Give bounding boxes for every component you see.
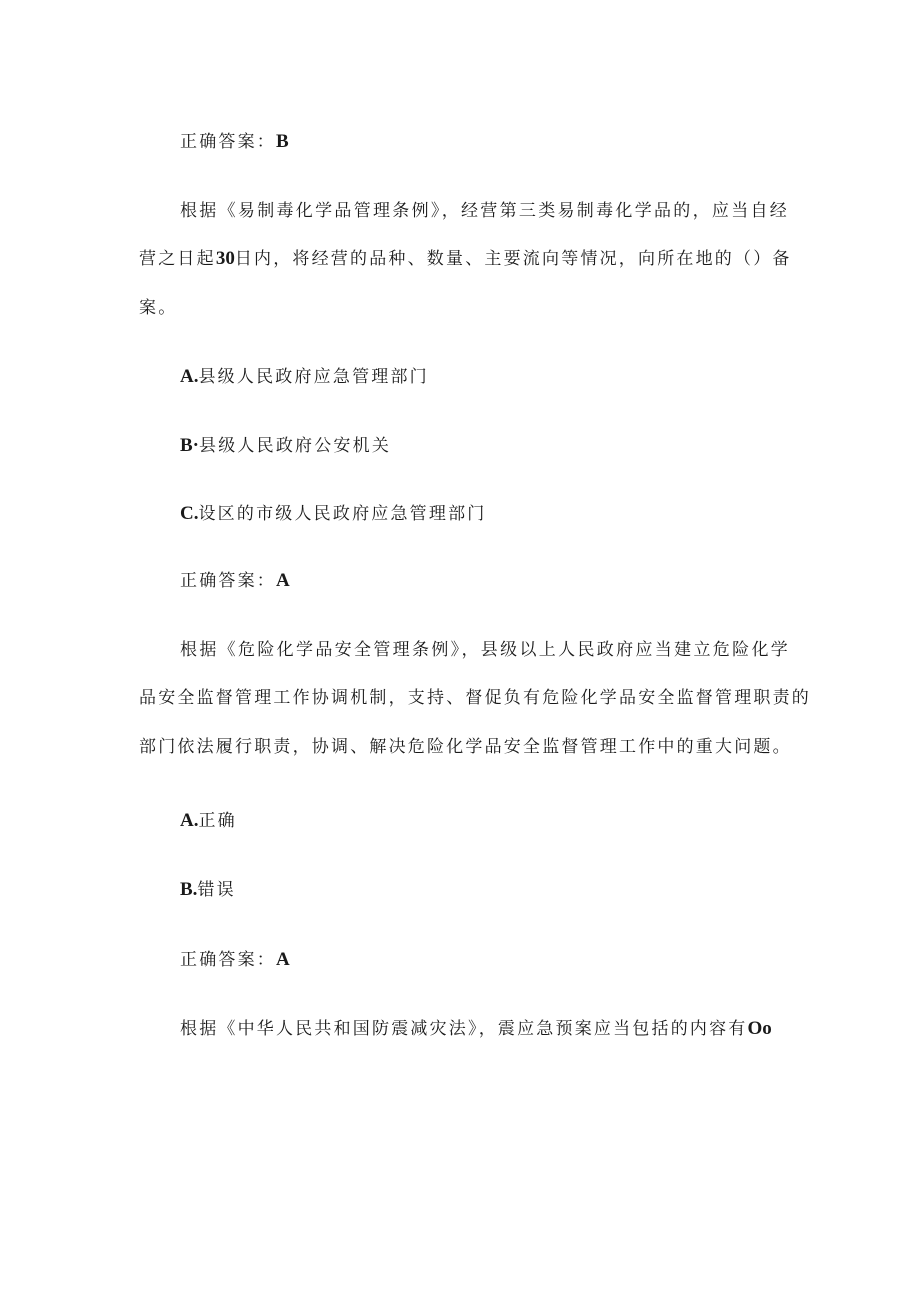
question-line: 案。 xyxy=(139,298,178,318)
question-line: 营之日起30日内，将经营的品种、数量、主要流向等情况，向所在地的（）备 xyxy=(139,248,792,269)
option-c: C.设区的市级人民政府应急管理部门 xyxy=(180,503,487,524)
option-a: A.县级人民政府应急管理部门 xyxy=(180,366,429,387)
question-line: 部门依法履行职责，协调、解决危险化学品安全监督管理工作中的重大问题。 xyxy=(139,737,792,757)
question-line: 根据《中华人民共和国防震减灾法》，震应急预案应当包括的内容有Oo xyxy=(180,1018,772,1039)
answer-line: 正确答案：A xyxy=(180,570,290,591)
answer-line: 正确答案：B xyxy=(180,131,289,152)
question-line: 品安全监督管理工作协调机制，支持、督促负有危险化学品安全监督管理职责的 xyxy=(139,688,811,708)
option-a: A.正确 xyxy=(180,810,237,831)
option-b: B.错误 xyxy=(180,879,236,900)
answer-line: 正确答案：A xyxy=(180,949,290,970)
question-line: 根据《危险化学品安全管理条例》，县级以上人民政府应当建立危险化学 xyxy=(180,640,790,660)
question-line: 根据《易制毒化学品管理条例》，经营第三类易制毒化学品的，应当自经 xyxy=(180,201,789,221)
option-b: B·县级人民政府公安机关 xyxy=(180,435,392,456)
